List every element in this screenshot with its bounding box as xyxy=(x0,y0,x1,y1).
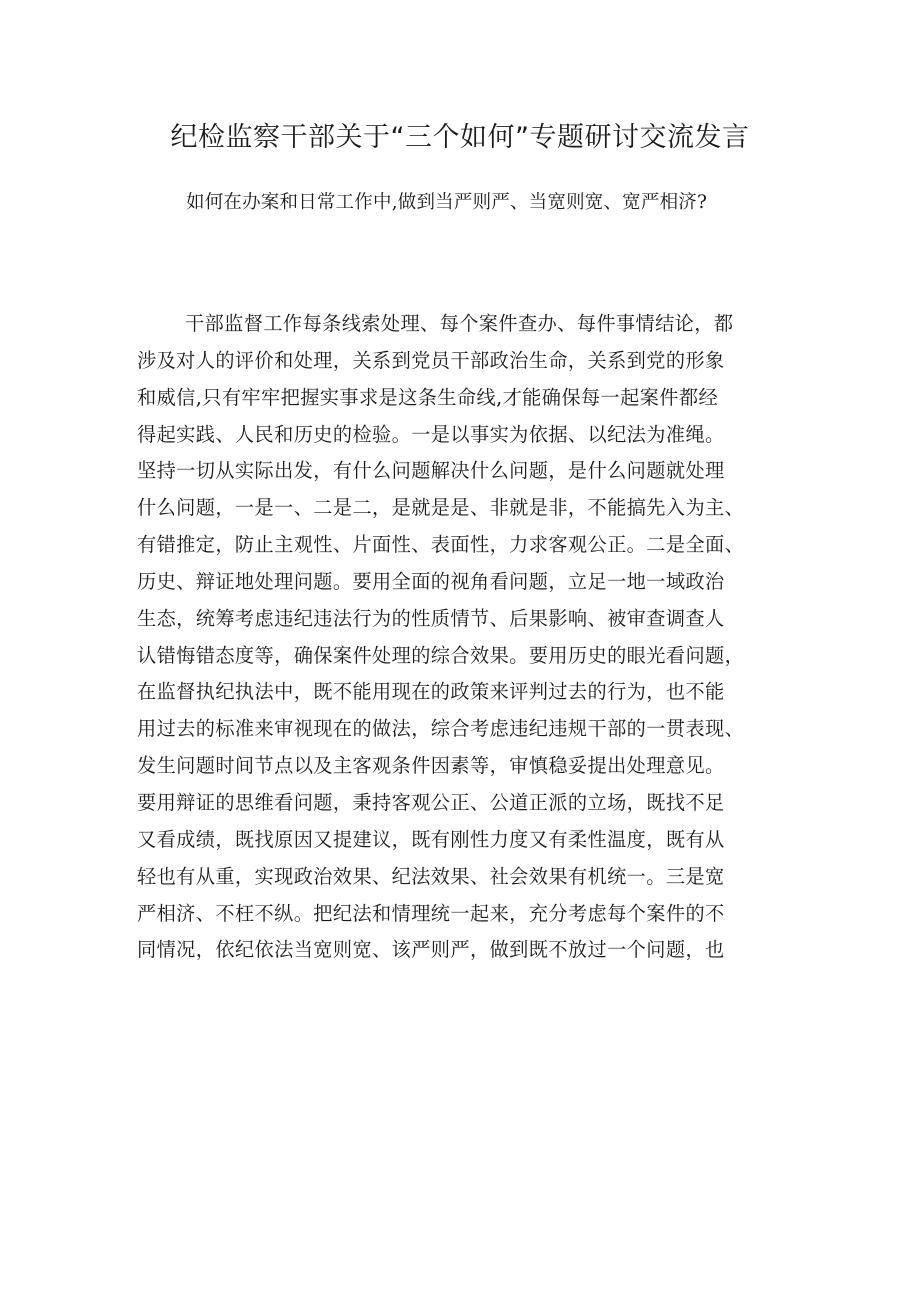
body-line: 什么问题，一是一、二是二，是就是是、非就是非，不能搞先入为主、 xyxy=(137,496,745,520)
body-line: 坚持一切从实际出发，有什么问题解决什么问题，是什么问题就处理 xyxy=(137,459,725,483)
body-line: 发生问题时间节点以及主客观条件因素等，审慎稳妥提出处理意见。 xyxy=(137,754,725,778)
body-line: 历史、辩证地处理问题。要用全面的视角看问题，立足一地一域政治 xyxy=(137,569,725,593)
body-line: 和威信,只有牢牢把握实事求是这条生命线,才能确保每一起案件都经 xyxy=(137,385,719,409)
body-line: 在监督执纪执法中，既不能用现在的政策来评判过去的行为，也不能 xyxy=(137,680,725,704)
body-line: 干部监督工作每条线索处理、每个案件查办、每件事情结论，都 xyxy=(185,312,734,335)
document-subtitle: 如何在办案和日常工作中,做到当严则严、当宽则宽、宽严相济? xyxy=(186,192,708,213)
body-line: 要用辩证的思维看问题，秉持客观公正、公道正派的立场，既找不足 xyxy=(137,790,725,814)
document-title: 纪检监察干部关于“三个如何”专题研讨交流发言 xyxy=(170,122,750,153)
body-line: 用过去的标准来审视现在的做法，综合考虑违纪违规干部的一贯表现、 xyxy=(137,717,745,741)
body-line: 得起实践、人民和历史的检验。一是以事实为依据、以纪法为准绳。 xyxy=(137,422,725,446)
body-line: 又看成绩，既找原因又提建议，既有刚性力度又有柔性温度，既有从 xyxy=(137,827,725,851)
body-line: 同情况，依纪依法当宽则宽、该严则严，做到既不放过一个问题，也 xyxy=(137,938,725,962)
body-paragraph xyxy=(137,306,797,969)
body-line: 轻也有从重，实现政治效果、纪法效果、社会效果有机统一。三是宽 xyxy=(137,864,725,888)
body-line: 有错推定，防止主观性、片面性、表面性，力求客观公正。二是全面、 xyxy=(137,533,745,557)
body-line: 涉及对人的评价和处理，关系到党员干部政治生命，关系到党的形象 xyxy=(137,348,725,372)
body-line: 生态，统筹考虑违纪违法行为的性质情节、后果影响、被审查调查人 xyxy=(137,606,725,630)
body-line: 严相济、不枉不纵。把纪法和情理统一起来，充分考虑每个案件的不 xyxy=(137,901,725,925)
body-line: 认错悔错态度等，确保案件处理的综合效果。要用历史的眼光看问题， xyxy=(137,643,745,667)
